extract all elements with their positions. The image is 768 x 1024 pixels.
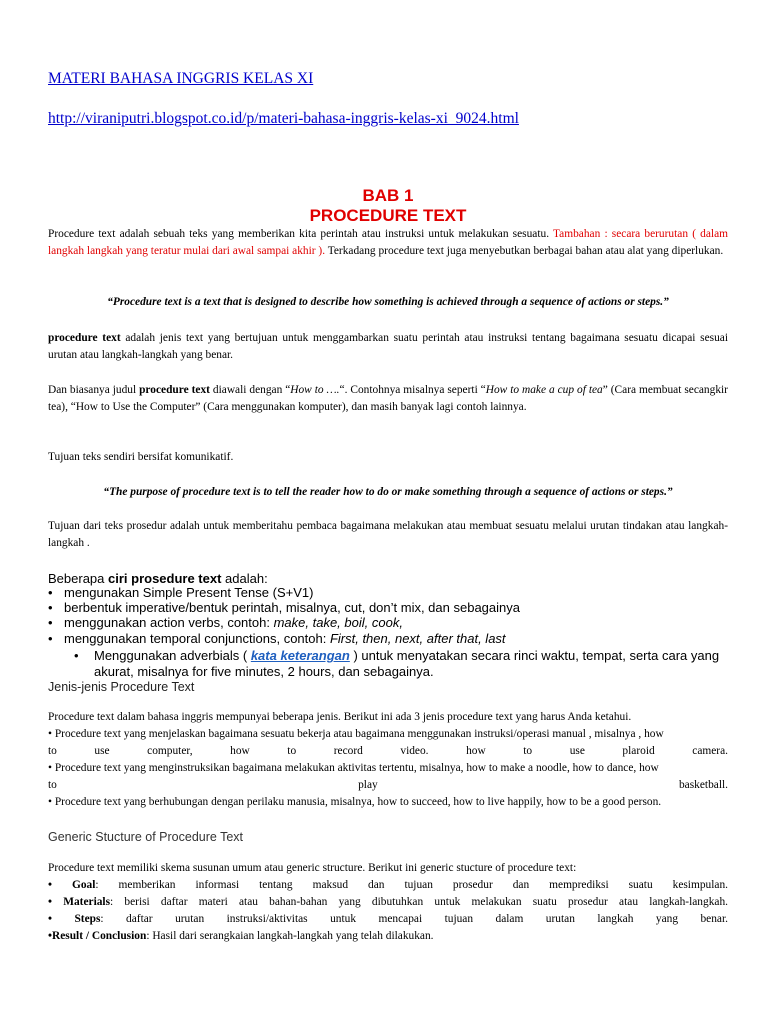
jenis-item-1-line-2: to use computer, how to record video. how to use plaroid camera.: [48, 745, 728, 757]
chapter-title: PROCEDURE TEXT: [309, 206, 467, 225]
result-text: : Hasil dari serangkaian langkah-langkah yang telah dilakukan.: [146, 930, 434, 942]
judul-text-1: Dan biasanya judul: [48, 384, 140, 396]
judul-text-3: “. Contohnya misalnya seperti “: [339, 384, 486, 396]
ciri-item-text: menggunakan temporal conjunctions, contoh:: [64, 630, 330, 646]
judul-how-to: How to ….: [290, 384, 340, 396]
jenis-intro: Procedure text dalam bahasa inggris mempunyai beberapa jenis. Berikut ini ada 3 jenis procedure text yang harus Anda ketahui.: [48, 711, 632, 723]
intro-tail-text: Terkadang procedure text juga menyebutkan berbagai bahan atau alat yang diperlukan.: [325, 245, 724, 257]
generic-section: [48, 860, 728, 945]
bullet-icon: •: [48, 600, 53, 616]
jenis-item-3: • Procedure text yang berhubungan dengan perilaku manusia, misalnya, how to succeed, how to live happily, how to be a good person.: [48, 796, 662, 808]
bullet-icon: •: [48, 896, 52, 908]
chapter-number: BAB 1: [362, 186, 414, 205]
jenis-item-1-line-1: • Procedure text yang menjelaskan bagaimana sesuatu bekerja atau bagaimana menggunakan instruksi/operasi manual , misalnya , how: [48, 728, 664, 740]
quote-definition: “Procedure text is a text that is designed to describe how something is achieved through a sequence of actions or steps.”: [107, 296, 669, 308]
judul-text-4: ” (Cara membuat secangkir tea), “How to Use the Computer” (Cara menggunakan komputer), dan masih banyak lagi contoh lainnya.: [48, 384, 728, 413]
ciri-item-italic: make, take, boil, cook,: [273, 615, 403, 631]
materials-text: : berisi daftar materi atau bahan-bahan yang dibutuhkan untuk melakukan suatu prosedur atau langkah-langkah.: [110, 896, 728, 908]
ciri-item-text: mengunakan Simple Present Tense (S+V1): [64, 585, 314, 600]
ciri-intro-a: Beberapa: [48, 571, 108, 586]
intro-main-text: Procedure text adalah sebuah teks yang memberikan kita perintah atau instruksi untuk melakukan sesuatu.: [48, 228, 554, 240]
kata-keterangan-link[interactable]: kata keterangan: [250, 648, 350, 663]
definition-text: adalah jenis text yang bertujuan untuk menggambarkan suatu perintah atau instruksi tentang bagaimana sesuatu dicapai sesuai urutan atau langkah-langkah yang benar.: [48, 332, 728, 361]
tujuan-line: Tujuan teks sendiri bersifat komunikatif.: [48, 451, 234, 463]
result-label: Result / Conclusion: [52, 930, 147, 942]
generic-result: [48, 928, 728, 945]
judul-example-title: How to make a cup of tea: [485, 384, 603, 396]
intro-red-note: Tambahan : secara berurutan ( dalam langkah langkah yang teratur mulai dari awal sampai akhir ).: [48, 228, 728, 257]
title-link[interactable]: MATERI BAHASA INGGRIS KELAS XI: [48, 70, 314, 87]
bullet-icon: •: [48, 913, 52, 925]
list-item: [48, 600, 520, 615]
bullet-icon: •: [48, 630, 53, 646]
generic-materials: [48, 894, 728, 911]
list-item: [48, 615, 520, 630]
bullet-icon: •: [74, 648, 79, 663]
ciri-item-text: berbentuk imperative/bentuk perintah, misalnya, cut, don’t mix, dan sebagainya: [64, 600, 520, 616]
ciri-list: [48, 585, 520, 646]
ciri-intro-c: adalah:: [221, 571, 268, 586]
definition-term: procedure text: [48, 332, 121, 344]
goal-text: : memberikan informasi tentang maksud dan tujuan prosedur dan memprediksi suatu kesimpulan.: [95, 879, 728, 891]
adverb-text: [74, 648, 734, 680]
adverb-text-a: Menggunakan adverbials (: [94, 648, 251, 663]
definition-paragraph: [48, 330, 728, 364]
jenis-item-2-line-2: to play basketball.: [48, 779, 728, 791]
jenis-heading: Jenis-jenis Procedure Text: [48, 680, 195, 694]
jenis-section: [48, 709, 728, 811]
ciri-item-italic: First, then, next, after that, last: [329, 630, 506, 646]
jenis-item-2-line-1: • Procedure text yang menginstruksikan bagaimana melakukan aktivitas tertentu, misalnya, how to make a noodle, how to dance, how: [48, 762, 659, 774]
list-item: [48, 585, 520, 600]
bullet-icon: •: [48, 615, 53, 631]
ciri-intro-bold: ciri prosedure text: [108, 571, 222, 586]
generic-steps: [48, 911, 728, 928]
bullet-icon: •: [48, 879, 52, 891]
judul-text-2: diawali dengan “: [209, 384, 291, 396]
ciri-item-text: menggunakan action verbs, contoh:: [64, 615, 274, 631]
intro-paragraph: [48, 226, 728, 260]
bullet-icon: •: [48, 930, 52, 942]
tujuan-paragraph: Tujuan dari teks prosedur adalah untuk memberitahu pembaca bagaimana melakukan atau membuat sesuatu melalui urutan tindakan atau langkah-langkah .: [48, 520, 728, 549]
bullet-icon: •: [48, 585, 53, 600]
materials-label: Materials: [63, 896, 111, 908]
generic-goal: [48, 877, 728, 894]
quote-purpose: “The purpose of procedure text is to tell the reader how to do or make something through a sequence of actions or steps.”: [103, 486, 673, 498]
adverb-item: [74, 648, 734, 680]
generic-heading: Generic Stucture of Procedure Text: [48, 830, 244, 844]
judul-term: procedure text: [139, 384, 210, 396]
steps-text: : daftar urutan instruksi/aktivitas untuk mencapai tujuan dalam urutan langkah yang benar.: [100, 913, 728, 925]
list-item: [48, 631, 520, 646]
goal-label: Goal: [71, 879, 96, 891]
steps-label: Steps: [74, 913, 101, 925]
title-example-paragraph: [48, 382, 728, 416]
generic-intro: Procedure text memiliki skema susunan umum atau generic structure. Berikut ini generic stucture of procedure text:: [48, 862, 577, 874]
url-link[interactable]: http://viraniputri.blogspot.co.id/p/materi-bahasa-inggris-kelas-xi_9024.html: [48, 110, 519, 127]
adverb-text-b: ) untuk menyatakan secara rinci waktu, tempat, serta cara yang akurat, misalnya for five minutes, 2 hours, dan sebagainya.: [94, 648, 720, 679]
